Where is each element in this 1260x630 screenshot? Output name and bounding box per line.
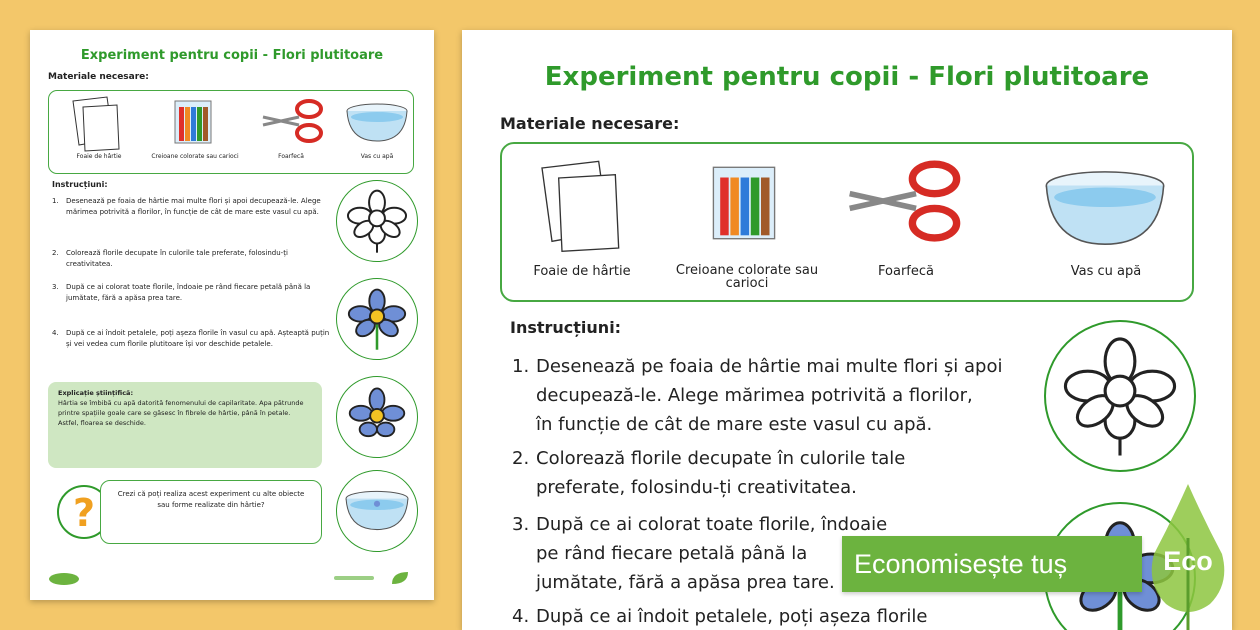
small-flower-folded-circle [336, 376, 418, 458]
small-material-label-pencils: Creioane colorate sau carioci [151, 153, 239, 160]
large-materials-box [500, 142, 1194, 302]
large-step-number: 2. [512, 448, 530, 469]
large-step-line: Colorează florile decupate în culorile tale [536, 448, 906, 469]
large-step-line: jumătate, fără a apăsa prea tare. [536, 572, 835, 593]
small-material-label-paper: Foaie de hârtie [76, 153, 122, 160]
footer-small-text [334, 576, 374, 580]
small-step-4 [52, 328, 330, 350]
large-material-label-paper: Foaie de hârtie [533, 264, 631, 279]
eco-badge[interactable] [842, 480, 1254, 630]
small-material-label-bowl: Vas cu apă [360, 153, 394, 160]
eco-banner-label: Economisește tuș [854, 548, 1068, 579]
small-materials-heading: Materiale necesare: [48, 72, 149, 82]
small-step-text: Colorează florile decupate în culorile tale preferate, folosindu-ți creativitatea. [66, 249, 288, 268]
small-science-box [48, 382, 322, 468]
large-instructions-heading: Instrucțiuni: [510, 318, 622, 337]
small-step-2 [52, 248, 330, 270]
scissors-icon [261, 99, 325, 143]
large-material-label-bowl: Vas cu apă [1070, 264, 1142, 279]
small-flower-white-circle [336, 180, 418, 262]
large-step-line: După ce ai îndoit petalele, poți așeza florile [536, 606, 928, 627]
small-question-box [100, 480, 322, 544]
large-step-line: în funcție de cât de mare este vasul cu apă. [536, 414, 933, 435]
small-step-text: După ce ai îndoit petalele, poți așeza florile în vasul cu apă. Așteaptă puțin și vei vedea cum florile plutitoare își vor deschide petalele. [66, 329, 330, 348]
footer-leaf-icon [390, 570, 410, 586]
paper-icon [532, 158, 632, 258]
eco-tag: Eco [1163, 546, 1213, 576]
small-step-3 [52, 282, 330, 304]
white-flower-icon [1058, 334, 1182, 458]
large-materials-heading: Materiale necesare: [500, 114, 680, 133]
scissors-icon [846, 160, 964, 242]
small-step-text: După ce ai colorat toate florile, îndoaie pe rând fiecare petală până la jumătate, fără a apăsa prea tare. [66, 283, 311, 302]
water-bowl-icon [1042, 166, 1168, 252]
large-step-line: pe rând fiecare petală până la [536, 543, 808, 564]
large-material-label-pencils: Creioane colorate sau carioci [675, 263, 819, 291]
eco-banner[interactable] [842, 536, 1142, 592]
large-step-number: 1. [512, 356, 530, 377]
small-title: Experiment pentru copii - Flori plutitoare [80, 48, 384, 63]
large-material-label-scissors: Foarfecă [878, 264, 934, 279]
svg-text:?: ? [72, 491, 96, 535]
small-step-number: 2. [52, 249, 59, 257]
large-step-number: 3. [512, 514, 530, 535]
small-instructions-heading: Instrucțiuni: [52, 180, 108, 189]
small-science-heading: Explicație științifică: [58, 389, 134, 397]
brand-logo-icon [48, 572, 80, 586]
folded-blue-flower-icon [346, 386, 408, 448]
large-title: Experiment pentru copii - Flori plutitoare [544, 62, 1150, 92]
large-flower-white-circle [1044, 320, 1196, 472]
small-step-text: Desenează pe foaia de hârtie mai multe flori și apoi decupează-le. Alege mărimea potrivită a florilor, în funcție de cât de mare este vasul cu apă. [66, 197, 321, 216]
large-step-line: preferate, folosindu-ți creativitatea. [536, 477, 857, 498]
small-flower-blue-circle [336, 278, 418, 360]
small-material-label-scissors: Foarfecă [278, 153, 304, 160]
small-materials-box [48, 90, 414, 174]
small-step-number: 1. [52, 197, 59, 205]
large-step-line: După ce ai colorat toate florile, îndoaie [536, 514, 888, 535]
blue-flower-icon [345, 287, 409, 351]
white-flower-icon [344, 188, 410, 254]
large-step-1 [512, 352, 1032, 439]
pencils-icon [173, 99, 213, 145]
large-step-number: 4. [512, 606, 530, 627]
pencils-icon [710, 162, 778, 244]
small-step-1 [52, 196, 330, 218]
small-question-text: Crezi că poți realiza acest experiment cu alte obiecte sau forme realizate din hârtie? [117, 490, 305, 509]
small-bowl-circle [336, 470, 418, 552]
small-science-text: Hârtia se îmbibă cu apă datorită fenomenului de capilaritate. Apa pătrunde printre spațiile goale care se găsesc în fibrele de hârtie, până în petale. Astfel, floarea se deschide. [58, 399, 304, 427]
large-step-line: Desenează pe foaia de hârtie mai multe flori și apoi [536, 356, 1003, 377]
large-step-line: decupează-le. Alege mărimea potrivită a florilor, [536, 385, 973, 406]
bowl-with-flower-icon [344, 486, 410, 536]
small-worksheet-preview [30, 30, 434, 600]
small-step-number: 3. [52, 283, 59, 291]
water-bowl-icon [345, 101, 409, 145]
paper-icon [67, 95, 127, 155]
small-step-number: 4. [52, 329, 59, 337]
